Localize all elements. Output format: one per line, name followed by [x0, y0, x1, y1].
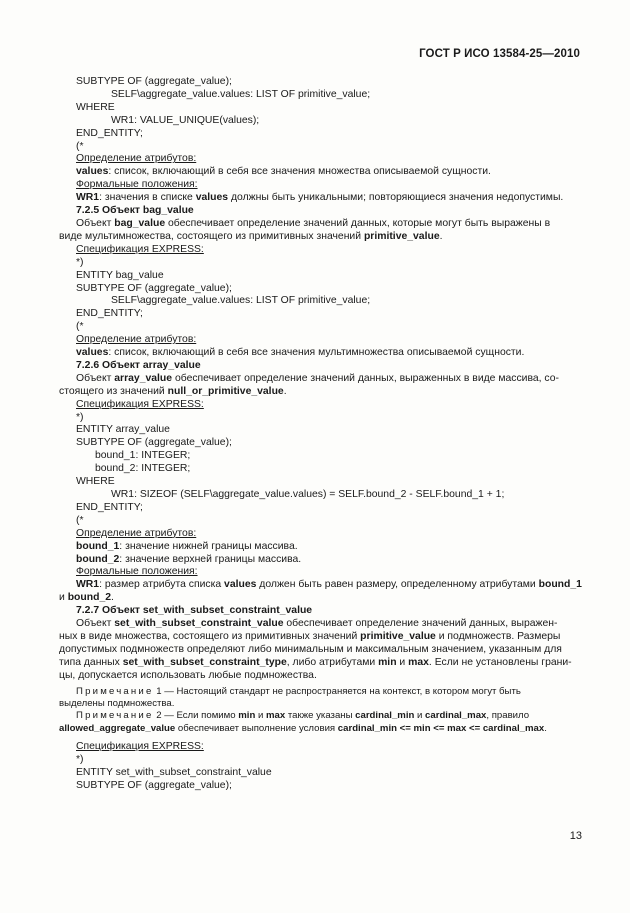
section-heading-7-2-7: 7.2.7 Объект set_with_subset_constraint_value — [76, 605, 313, 617]
express-spec-heading: Спецификация EXPRESS: — [76, 243, 204, 255]
code-line: SUBTYPE OF (aggregate_value); — [76, 282, 232, 294]
express-spec-heading: Спецификация EXPRESS: — [76, 741, 204, 753]
formal-proposition: WR1: значения в списке values должны быть уникальными; повторяющиеся значения недопустимы. — [76, 192, 564, 204]
code-line: ENTITY array_value — [76, 424, 170, 436]
code-line: (* — [76, 321, 84, 333]
code-line: WR1: VALUE_UNIQUE(values); — [111, 114, 260, 126]
attribute-definition: bound_1: значение нижней границы массива. — [76, 540, 298, 552]
code-line: WR1: SIZEOF (SELF\aggregate_value.values) = SELF.bound_2 - SELF.bound_1 + 1; — [111, 489, 505, 500]
code-line: bound_1: INTEGER; — [95, 450, 191, 462]
code-line: ENTITY set_with_subset_constraint_value — [76, 767, 272, 779]
attribute-definition: bound_2: значение верхней границы массива. — [76, 553, 302, 565]
code-line: (* — [76, 140, 84, 152]
note-2: Примечание 2 — Если помимо min и max также указаны cardinal_min и cardinal_max, правило allowed_aggregate_value обеспечивает выполнение условия cardinal_min <= min <= max <= cardinal_max. — [59, 710, 547, 734]
code-line: SELF\aggregate_value.values: LIST OF primitive_value; — [111, 295, 371, 307]
formal-propositions-heading: Формальные положения: — [76, 179, 198, 191]
attributes-heading: Определение атрибутов: — [76, 527, 197, 539]
code-line: bound_2: INTEGER; — [95, 463, 191, 475]
code-line: ENTITY bag_value — [76, 269, 164, 281]
paragraph-array-value: Объект array_value обеспечивает определение значений данных, выраженных в виде массива, со- стоящего из значений null_or_primitive_value. — [59, 372, 559, 397]
code-line: SELF\aggregate_value.values: LIST OF primitive_value; — [111, 88, 371, 100]
code-line: WHERE — [76, 101, 115, 113]
attribute-definition: values: список, включающий в себя все значения мультимножества описываемой сущности. — [76, 347, 525, 359]
attributes-heading: Определение атрибутов: — [76, 334, 197, 346]
code-line: SUBTYPE OF (aggregate_value); — [76, 76, 232, 87]
code-line: END_ENTITY; — [76, 127, 143, 139]
section-heading-7-2-5: 7.2.5 Объект bag_value — [76, 205, 194, 217]
attribute-definition: values: список, включающий в себя все значения множества описываемой сущности. — [76, 166, 491, 178]
code-line: *) — [76, 411, 84, 423]
attributes-heading: Определение атрибутов: — [76, 153, 197, 165]
code-line: (* — [76, 514, 84, 526]
formal-propositions-heading: Формальные положения: — [76, 566, 198, 578]
paragraph-bag-value: Объект bag_value обеспечивает определение значений данных, которые могут быть выражены в виде мультимножества, состоящего из примитивных значений primitive_value. — [59, 217, 551, 242]
code-line: *) — [76, 256, 84, 268]
page-content — [59, 76, 583, 793]
code-line: *) — [76, 754, 84, 766]
formal-proposition: WR1: размер атрибута списка values должен быть равен размеру, определенному атрибутами bound_1 и bound_2. — [59, 579, 582, 604]
code-line: SUBTYPE OF (aggregate_value); — [76, 437, 232, 449]
page-header-doc-id: ГОСТ Р ИСО 13584-25—2010 — [419, 48, 580, 60]
code-line: END_ENTITY; — [76, 501, 143, 513]
code-line: END_ENTITY; — [76, 308, 143, 320]
express-spec-heading: Спецификация EXPRESS: — [76, 398, 204, 410]
page-number: 13 — [569, 830, 582, 842]
code-line: WHERE — [76, 476, 115, 488]
note-1: Примечание 1 — Настоящий стандарт не распространяется на контекст, в котором могут быть выделены подмножества. — [59, 685, 521, 709]
paragraph-set-with-subset: Объект set_with_subset_constraint_value обеспечивает определение значений данных, выражен- ных в виде множества, состоящего из примитивных значений primitive_value и подмножеств. Размеры допустимых подмножеств определяют либо минимальным и максимальным значением, указанным для типа данных set_with_subset_constraint_type, либо атрибутами min и max. Если не установлены грани- цы, допускается использовать любые подмножества. — [59, 618, 572, 681]
section-heading-7-2-6: 7.2.6 Объект array_value — [76, 359, 201, 371]
code-line: SUBTYPE OF (aggregate_value); — [76, 779, 232, 791]
